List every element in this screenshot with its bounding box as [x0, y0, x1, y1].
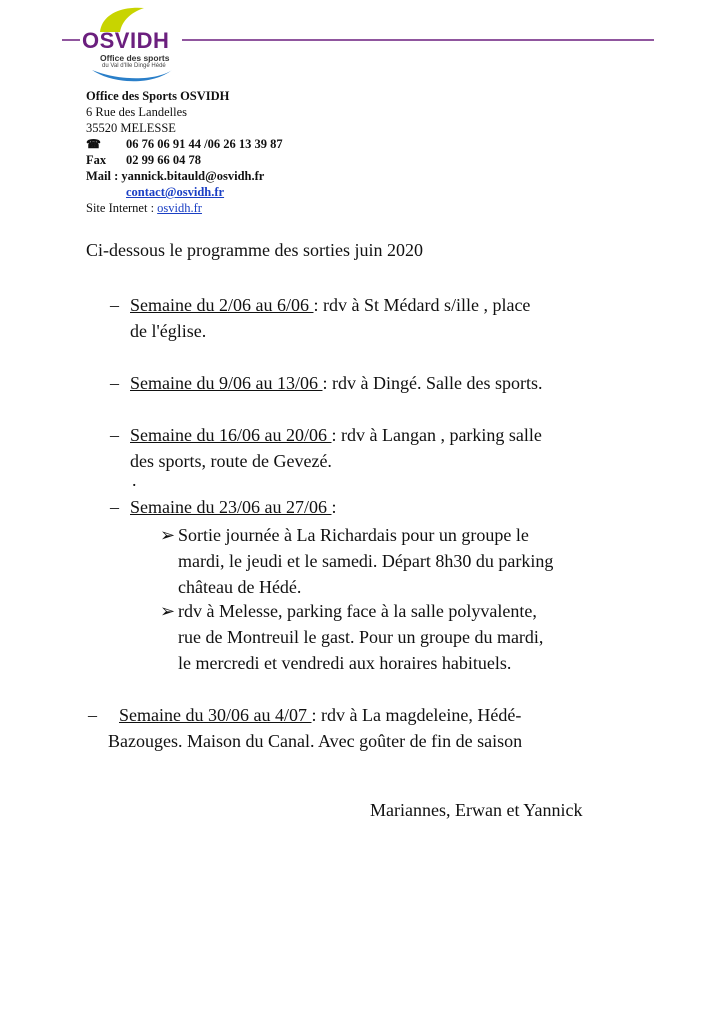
dash-bullet: –: [88, 705, 97, 725]
contact-email-link[interactable]: contact@osvidh.fr: [126, 185, 225, 199]
mail-row: Mail : yannick.bitauld@osvidh.fr: [86, 169, 265, 183]
logo-name: OSVIDH: [82, 28, 170, 53]
site-link[interactable]: osvidh.fr: [157, 201, 202, 215]
contact-block: [86, 88, 283, 216]
week-label: Semaine du 2/06 au 6/06: [130, 295, 314, 315]
site-row: [86, 200, 283, 216]
arrow-bullet-icon: ➢: [160, 601, 176, 621]
item-text-cont: de l'église.: [130, 321, 207, 341]
item-text-cont: Bazouges. Maison du Canal. Avec goûter de fin de saison: [108, 731, 523, 751]
sub-item-line: le mercredi et vendredi aux horaires habituels.: [178, 653, 512, 673]
item-text: : rdv à Langan , parking salle: [331, 425, 542, 445]
list-item: [110, 292, 650, 344]
item-text: :: [331, 497, 337, 517]
address-line-1: 6 Rue des Landelles: [86, 105, 188, 119]
week-label: Semaine du 9/06 au 13/06: [130, 373, 323, 393]
item-text-cont: des sports, route de Gevezé.: [130, 451, 332, 471]
sub-item-line: château de Hédé.: [178, 577, 302, 597]
sub-item-line: rue de Montreuil le gast. Pour un groupe du mardi,: [178, 627, 544, 647]
phone-row: [86, 136, 283, 152]
dash-bullet: –: [110, 425, 119, 445]
address-line-2: 35520 MELESSE: [86, 121, 176, 135]
fax-label: Fax: [86, 153, 107, 167]
sub-item-line: rdv à Melesse, parking face à la salle polyvalente,: [178, 601, 537, 621]
dash-bullet: –: [110, 373, 119, 393]
intro-text: Ci-dessous le programme des sorties juin 2020: [86, 240, 423, 260]
sub-list-item: [160, 522, 640, 600]
item-text: : rdv à La magdeleine, Hédé-: [311, 705, 522, 725]
logo-subtitle: Office des sports: [100, 53, 170, 63]
week-label: Semaine du 23/06 au 27/06: [130, 497, 332, 517]
phone-icon: ☎: [86, 137, 101, 151]
dash-bullet: –: [110, 295, 119, 315]
item-text: : rdv à St Médard s/ille , place: [313, 295, 531, 315]
arrow-bullet-icon: ➢: [160, 525, 176, 545]
item-text: : rdv à Dingé. Salle des sports.: [322, 373, 543, 393]
dash-bullet: –: [110, 497, 119, 517]
list-item: [88, 702, 648, 754]
sub-item-line: mardi, le jeudi et le samedi. Départ 8h30 du parking: [178, 551, 554, 571]
header-logo: [62, 4, 662, 92]
org-name: Office des Sports OSVIDH: [86, 89, 230, 103]
mail-row-2: [86, 184, 283, 200]
logo-subtitle-small: du Val d'Ille Dingé Hédé: [102, 63, 166, 69]
list-item: [110, 422, 650, 474]
week-label: Semaine du 16/06 au 20/06: [130, 425, 332, 445]
site-label: Site Internet :: [86, 201, 155, 215]
phone-numbers: 06 76 06 91 44 /06 26 13 39 87: [126, 137, 283, 151]
fax-number: 02 99 66 04 78: [126, 153, 201, 167]
fax-row: [86, 152, 283, 168]
signature: Mariannes, Erwan et Yannick: [370, 800, 583, 820]
sub-item-line: Sortie journée à La Richardais pour un groupe le: [178, 525, 529, 545]
list-item: [110, 494, 650, 520]
list-item: [110, 370, 650, 396]
week-label: Semaine du 30/06 au 4/07: [119, 705, 312, 725]
stray-dot: .: [132, 470, 137, 490]
sub-list-item: [160, 598, 640, 676]
